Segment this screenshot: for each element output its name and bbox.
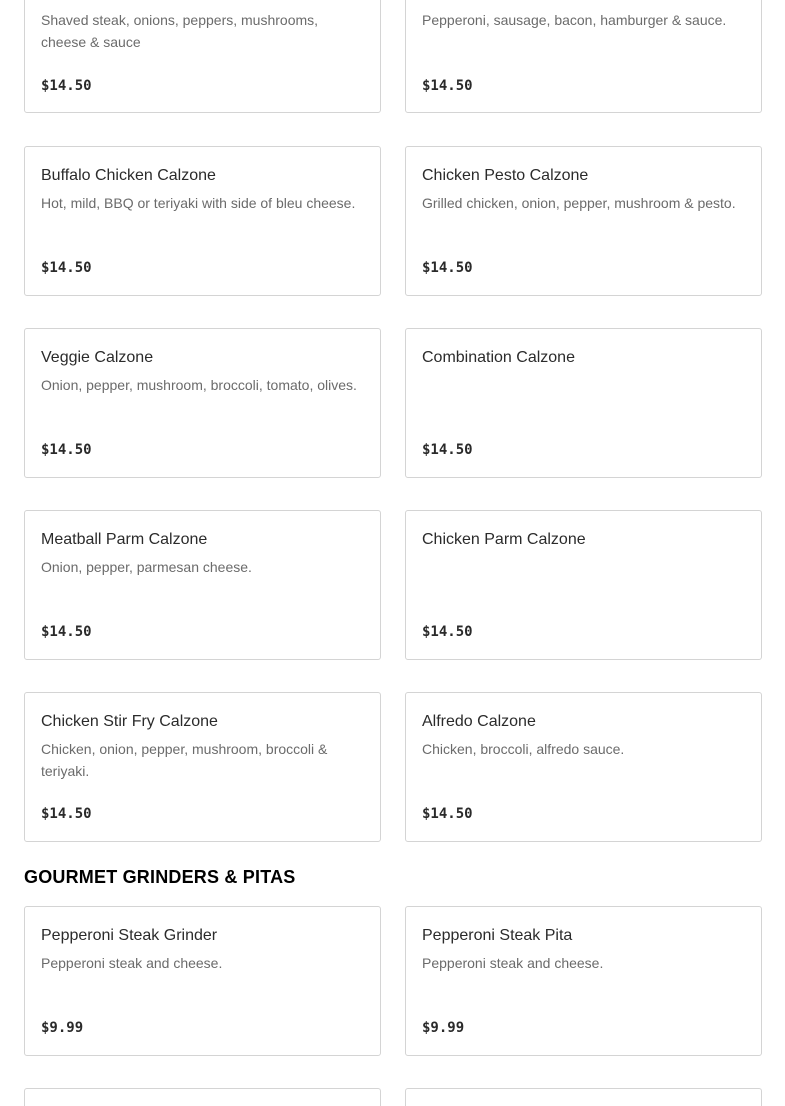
menu-item-title: Alfredo Calzone <box>422 713 536 730</box>
menu-item-price: $14.50 <box>41 624 92 640</box>
menu-item-card[interactable] <box>24 328 381 478</box>
menu-item-card[interactable] <box>24 906 381 1056</box>
menu-item-card[interactable] <box>24 1088 381 1106</box>
menu-item-description: Pepperoni steak and cheese. <box>41 955 223 971</box>
menu-item-price: $14.50 <box>41 806 92 822</box>
menu-item-price: $14.50 <box>422 442 473 458</box>
menu-item-card[interactable] <box>405 146 762 296</box>
menu-item-title: Pepperoni Steak Grinder <box>41 927 218 944</box>
menu-item-price: $9.99 <box>422 1020 465 1036</box>
menu-item-card[interactable] <box>405 510 762 660</box>
menu-item-description: Hot, mild, BBQ or teriyaki with side of bleu cheese. <box>41 195 356 211</box>
menu-item-description: Shaved steak, onions, peppers, mushrooms, cheese & sauce <box>41 12 319 50</box>
menu-item-description: Pepperoni, sausage, bacon, hamburger & sauce. <box>422 12 727 28</box>
menu-item-title: Chicken Parm Calzone <box>422 531 586 548</box>
menu-item-card[interactable] <box>405 0 762 113</box>
menu-item-title: Chicken Stir Fry Calzone <box>41 713 218 730</box>
menu-item-card[interactable] <box>405 1088 762 1106</box>
menu-item-price: $14.50 <box>422 624 473 640</box>
menu-item-description: Chicken, broccoli, alfredo sauce. <box>422 741 625 757</box>
menu-item-card[interactable] <box>405 906 762 1056</box>
menu-item-price: $9.99 <box>41 1020 84 1036</box>
menu-item-title: Combination Calzone <box>422 349 575 366</box>
menu-item-card[interactable] <box>24 146 381 296</box>
menu-item-price: $14.50 <box>41 442 92 458</box>
menu-item-title: Veggie Calzone <box>41 349 154 366</box>
menu-item-card[interactable] <box>24 692 381 842</box>
menu-item-description: Grilled chicken, onion, pepper, mushroom & pesto. <box>422 195 736 211</box>
menu-item-price: $14.50 <box>422 78 473 94</box>
menu-item-card[interactable] <box>405 692 762 842</box>
menu-item-description: Pepperoni steak and cheese. <box>422 955 604 971</box>
section-heading-gourmet-grinders-pitas: GOURMET GRINDERS & PITAS <box>24 867 296 887</box>
menu-item-price: $14.50 <box>41 78 92 94</box>
menu-item-price: $14.50 <box>422 260 473 276</box>
menu-item-card[interactable] <box>24 510 381 660</box>
menu-item-price: $14.50 <box>41 260 92 276</box>
menu-item-title: Pepperoni Steak Pita <box>422 927 573 944</box>
menu-item-description: Chicken, onion, pepper, mushroom, broccoli & teriyaki. <box>41 741 328 779</box>
menu-item-card[interactable] <box>405 328 762 478</box>
menu-item-card[interactable] <box>24 0 381 113</box>
menu-item-price: $14.50 <box>422 806 473 822</box>
menu-item-description: Onion, pepper, mushroom, broccoli, tomato, olives. <box>41 377 357 393</box>
menu-item-title: Meatball Parm Calzone <box>41 531 208 548</box>
menu-item-title: Chicken Pesto Calzone <box>422 167 589 184</box>
menu-item-title: Buffalo Chicken Calzone <box>41 167 216 184</box>
menu-item-description: Onion, pepper, parmesan cheese. <box>41 559 252 575</box>
